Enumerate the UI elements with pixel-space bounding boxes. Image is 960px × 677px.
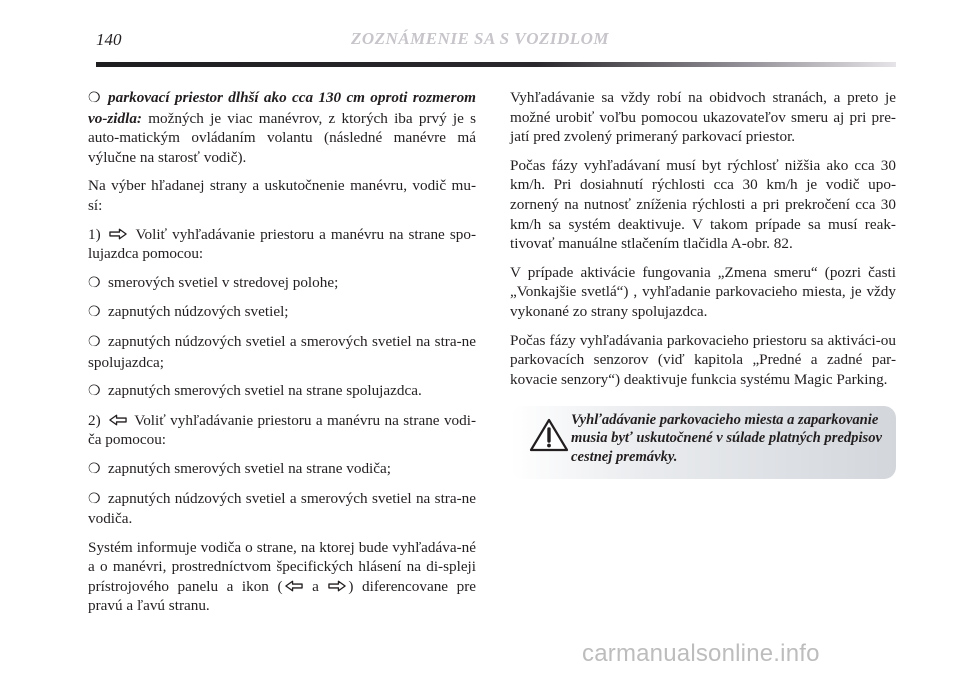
intro-bullet-bold: parkovací priestor dlhší ako cca 130 cm oproti rozmerom vo-zidla: xyxy=(88,89,476,127)
bullet-icon: ❍ xyxy=(88,305,101,321)
watermark: carmanualsonline.info xyxy=(582,640,820,667)
header-rule xyxy=(96,62,896,67)
left-arrow-outline-icon xyxy=(284,580,303,592)
right-paragraph: Vyhľadávanie sa vždy robí na obidvoch stranách, a preto je možné urobiť voľbu pomocou ukazovateľov smeru aj pri pre-jatí pred zvolený primeraný parkovací priestor. xyxy=(510,89,896,146)
list-item: ❍ zapnutých núdzových svetiel a smerových svetiel na stra-ne vodiča. xyxy=(88,489,476,528)
chapter-title: ZOZNÁMENIE SA S VOZIDLOM xyxy=(350,29,610,48)
bullet-icon: ❍ xyxy=(88,384,101,400)
list-item: ❍ zapnutých smerových svetiel na strane spolujazdca. xyxy=(88,381,476,402)
choice-paragraph: Na výber hľadanej strany a uskutočnenie manévru, vodič mu-sí: xyxy=(88,177,476,214)
list-item: ❍ zapnutých núdzových svetiel a smerových svetiel na stra-ne spolujazdca; xyxy=(88,332,476,371)
left-column xyxy=(88,88,476,625)
page-number: 140 xyxy=(96,30,122,49)
warning-box xyxy=(511,406,896,479)
step2-text: Voliť vyhľadávanie priestoru a manévru na strane vodi-ča pomocou: xyxy=(88,411,476,449)
step1-text: Voliť vyhľadávanie priestoru a manévru na strane spo-lujazdca pomocou: xyxy=(88,225,477,263)
right-arrow-outline-icon xyxy=(109,228,128,240)
bullet-icon: ❍ xyxy=(88,334,101,350)
right-paragraph: V prípade aktivácie fungovania „Zmena smeru“ (pozri časti „Vonkajšie svetlá“) , vyhľadanie parkovacieho miesta, je vždy vykonané zo strany spolujazdca. xyxy=(510,263,896,320)
list-item: ❍ zapnutých núdzových svetiel; xyxy=(88,302,476,323)
bullet-icon: ❍ xyxy=(88,491,101,507)
right-column xyxy=(510,88,896,398)
warning-triangle-icon xyxy=(529,418,569,452)
list-item: ❍ smerových svetiel v stredovej polohe; xyxy=(88,273,476,294)
right-paragraph: Počas fázy vyhľadávania parkovacieho priestoru sa aktiváci-ou parkovacích senzorov (viď kapitola „Predné a zadné par-kovacie senzory“) deaktivuje funkcia systému Magic Parking. xyxy=(510,331,896,388)
final-paragraph: Systém informuje vodiča o strane, na ktorej bude vyhľadáva-né a o manévri, prostredníctvom špecifických hlásení na di-spleji prístrojového panelu a ikon ( a ) diferencovane pre pravú a ľavú stranu. xyxy=(88,538,476,615)
bullet-icon: ❍ xyxy=(88,275,101,291)
left-arrow-outline-icon xyxy=(108,414,127,426)
bullet-icon: ❍ xyxy=(88,461,101,477)
step2-paragraph xyxy=(88,411,476,450)
step1-number: 1) xyxy=(88,225,101,243)
intro-bullet-text: možných je viac manévrov, z ktorých iba prvý je s auto-matickým ovládaním volantu (následné manévre má výlučne na starosť vodič). xyxy=(88,109,476,166)
right-paragraph: Počas fázy vyhľadávaní musí byt rýchlosť nižšia ako cca 30 km/h. Pri dosiahnutí rýchlosti cca 30 km/h je vodič upo-zornený na nutnosť zníženia rýchlosti a pri prekročení cca 30 km/h sa systém deaktivuje. V takom prípade sa musí reak-tivovať manuálne stlačením tlačidla A-obr. 82. xyxy=(510,156,896,253)
step1-paragraph xyxy=(88,225,476,264)
bullet-icon: ❍ xyxy=(88,91,101,106)
list-item: ❍ zapnutých smerových svetiel na strane vodiča; xyxy=(88,459,476,480)
warning-text: Vyhľadávanie parkovacieho miesta a zaparkovanie musia byť uskutočnené v súlade platných predpisov cestnej premávky. xyxy=(571,412,882,465)
step2-number: 2) xyxy=(88,411,101,429)
right-arrow-outline-icon xyxy=(328,580,347,592)
intro-bullet-paragraph xyxy=(88,88,476,167)
